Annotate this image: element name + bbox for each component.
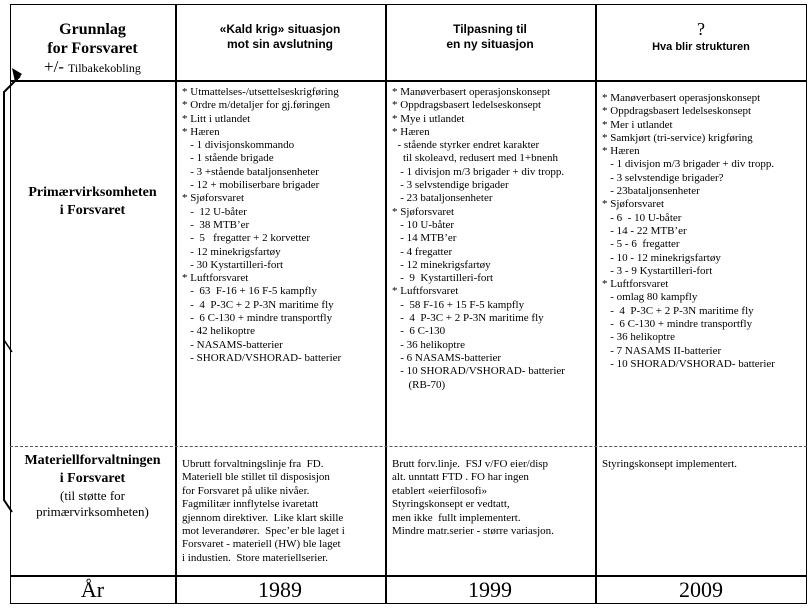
- materiel-2009: Styringskonsept implementert.: [602, 458, 738, 470]
- header-1999: [385, 4, 595, 80]
- materiel-sublabel: (til støtte for primærvirksomheten): [36, 488, 149, 519]
- basis-title: Grunnlag for Forsvaret: [47, 21, 138, 57]
- question-mark: ?: [697, 19, 705, 39]
- materiel-label: Materiellforvaltningen i Forsvaret: [24, 453, 161, 486]
- row-divider: [10, 446, 807, 447]
- feedback-symbol: +/-: [44, 57, 64, 76]
- header-2009: [595, 4, 807, 80]
- row-label-materiel: [10, 452, 175, 520]
- feedback-label: Tilbakekobling: [67, 61, 141, 75]
- primary-label: Primærvirksomheten i Forsvaret: [28, 185, 157, 218]
- year-2009: 2009: [679, 577, 723, 602]
- row-divider: [10, 80, 807, 82]
- primary-1989: * Utmattelses-/utsettelseskrigføring * Ordre m/detaljer for gj.føringen * Litt i utlandet * Hæren - 1 divisjonskommando - 1 stående brigade - 3 +stående bataljonsenheter - 12 + mobiliserbare brigader * Sjøforsvaret - 12 U-båter - 38 MTB’er - 5 fregatter + 2 korvetter - 12 minekrigsfartøy - 30 Kystartilleri-fort * Luftforsvaret - 63 F-16 + 16 F-5 kampfly - 4 P-3C + 2 P-3N maritime fly - 6 C-130 + mindre transportfly - 42 helikoptre - NASAMS-batterier - SHORAD/VSHORAD- batterier: [182, 86, 342, 364]
- primary-2009: * Manøverbasert operasjonskonsept * Oppdragsbasert ledelseskonsept * Mer i utlandet * Samkjørt (tri-service) krigføring * Hæren - 1 divisjon m/3 brigader + div tropp. - 3 selvstendige brigader? - 23bataljonsenheter * Sjøforsvaret - 6 - 10 U-båter - 14 - 22 MTB’er - 5 - 6 fregatter - 10 - 12 minekrigsfartøy - 3 - 9 Kystartilleri-fort * Luftforsvaret - omlag 80 kampfly - 4 P-3C + 2 P-3N maritime fly - 6 C-130 + mindre transportfly - 36 helikoptre - 7 NASAMS II-batterier - 10 SHORAD/VSHORAD- batterier: [602, 92, 775, 370]
- year-1989: 1989: [258, 577, 302, 602]
- feedback-label-line: [10, 58, 175, 77]
- primary-1999: * Manøverbasert operasjonskonsept * Oppdragsbasert ledelseskonsept * Mye i utlandet * Hæren - stående styrker endret karakter til skoleavd, redusert med 1+bnenh - 1 divisjon m/3 brigader + div tropp. - 3 selvstendige brigader - 23 bataljonsenheter * Sjøforsvaret - 10 U-båter - 14 MTB’er - 4 fregatter - 12 minekrigsfartøy - 9 Kystartilleri-fort * Luftforsvaret - 58 F-16 + 15 F-5 kampfly - 4 P-3C + 2 P-3N maritime fly - 6 C-130 - 36 helikoptre - 6 NASAMS-batterier - 10 SHORAD/VSHORAD- batterier (RB-70): [392, 86, 565, 391]
- header-1989-text: «Kald krig» situasjon mot sin avslutning: [219, 22, 341, 51]
- materiel-1989: Ubrutt forvaltningslinje fra FD. Materiell ble stillet til disposisjon for Forsvaret på ulike nivåer. Fagmilitær innflytelse ivaretatt gjennom direktiver. Like klart skille mot leverandører. Spec’er ble laget i Forsvaret - materiell (HW) ble laget i industien. Store materiellserier.: [182, 458, 345, 564]
- header-1999-text: Tilpasning til en ny situasjon: [446, 22, 534, 51]
- header-basis: [10, 4, 175, 80]
- header-1989: [175, 4, 385, 80]
- materiel-1999: Brutt forv.linje. FSJ v/FO eier/disp alt. unntatt FTD . FO har ingen etablert «eierfilosofi» Styringskonsept er vedtatt, men ikke fullt implementert. Mindre matr.serier - større variasjon.: [392, 458, 554, 538]
- row-label-primary: [10, 184, 175, 220]
- year-label: År: [80, 577, 105, 602]
- header-2009-text: Hva blir strukturen: [652, 41, 750, 53]
- year-1999: 1999: [468, 577, 512, 602]
